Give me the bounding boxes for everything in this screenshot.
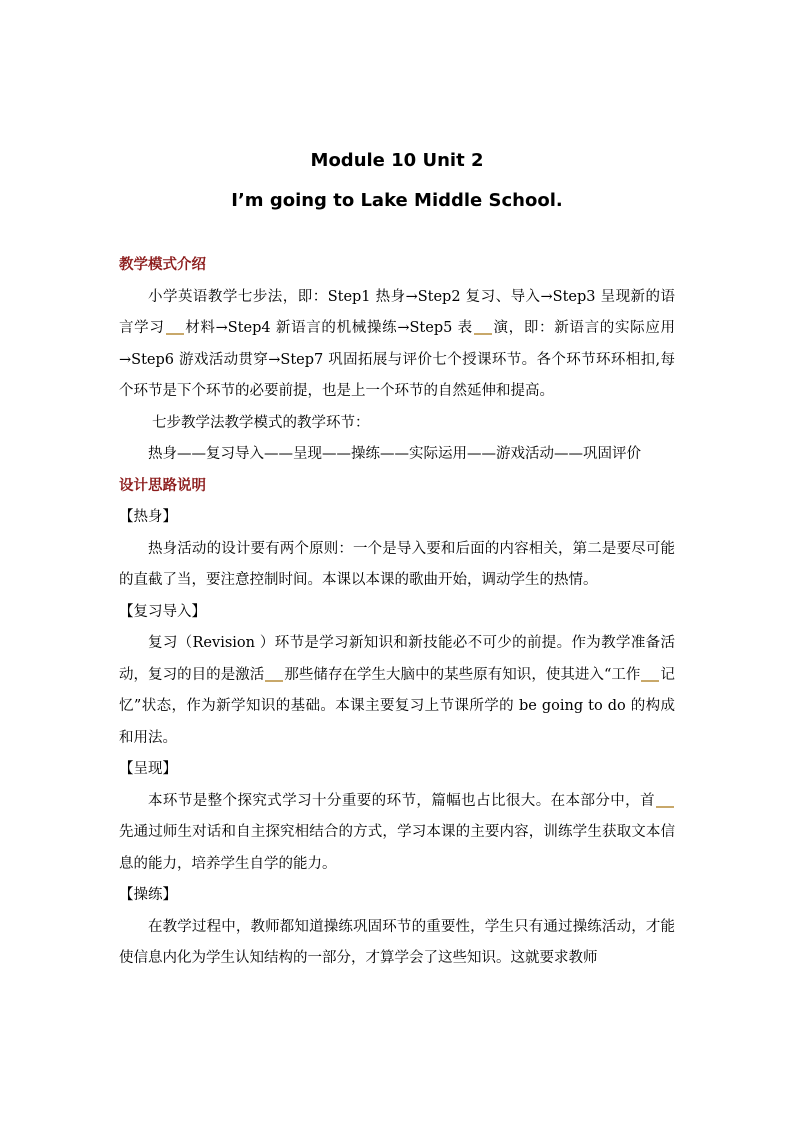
section-heading-mode: 教学模式介绍 [119, 257, 206, 273]
title-lesson: I’m going to Lake Middle School. [231, 190, 563, 211]
text-span: 材料→Step4 新语言的机械操练→Step5 表 [184, 320, 473, 336]
paragraph-practice: 在教学过程中，教师都知道操练巩固环节的重要性，学生只有通过操练活动，才能使信息内化为学生认知结构的一部分，才算学会了这些知识。这就要求教师 [119, 918, 675, 966]
blank-underline [656, 804, 674, 808]
document-body [119, 250, 675, 975]
label-review: 【复习导入】 [119, 603, 206, 620]
blank-underline [166, 331, 184, 335]
text-span: 那些储存在学生大脑中的某些原有知识，使其进入“工作 [284, 666, 641, 683]
text-span: 本环节是整个探究式学习十分重要的环节，篇幅也占比很大。在本部分中，首 [148, 792, 655, 809]
section-heading-design: 设计思路说明 [119, 477, 206, 494]
paragraph-review [119, 628, 675, 754]
text-span: 复习（Revision ）环节是学习新知识和新技能必不可少的前提。作为教学准备活动，复习的目的是激活 [119, 635, 675, 683]
paragraph-seven-steps [119, 282, 675, 408]
blank-underline [474, 331, 492, 335]
title-module: Module 10 Unit 2 [310, 150, 484, 171]
paragraph-steps-intro: 七步教学法教学模式的教学环节： [152, 414, 370, 431]
text-span: 小学英语教学七步法，即：Step1 热身→Step2 复习、导入→Step3 呈现新的语言学习 [119, 288, 675, 336]
label-practice: 【操练】 [119, 887, 177, 903]
text-span: 记忆”状态，作为新学知识的基础。本课主要复习上节课所学的 be going to do 的构成和用法。 [119, 666, 675, 746]
text-span: 演，即：新语言的实际应用→Step6 游戏活动贯穿→Step7 巩固拓展与评价七个授课环节。各个环节环环相扣,每个环节是下个环节的必要前提，也是上一个环节的自然延伸和提高。 [119, 320, 675, 399]
label-warmup: 【热身】 [119, 509, 177, 525]
text-span: 先通过师生对话和自主探究相结合的方式，学习本课的主要内容，训练学生获取文本信息的能力，培养学生自学的能力。 [119, 824, 675, 872]
blank-underline [641, 678, 659, 682]
paragraph-warmup: 热身活动的设计要有两个原则：一个是导入要和后面的内容相关，第二是要尽可能的直截了当，要注意控制时间。本课以本课的歌曲开始，调动学生的热情。 [119, 540, 675, 588]
label-presentation: 【呈现】 [119, 761, 177, 777]
paragraph-steps-flow: 热身——复习导入——呈现——操练——实际运用——游戏活动——巩固评价 [148, 446, 641, 462]
paragraph-presentation [119, 786, 675, 881]
blank-underline [265, 678, 283, 682]
